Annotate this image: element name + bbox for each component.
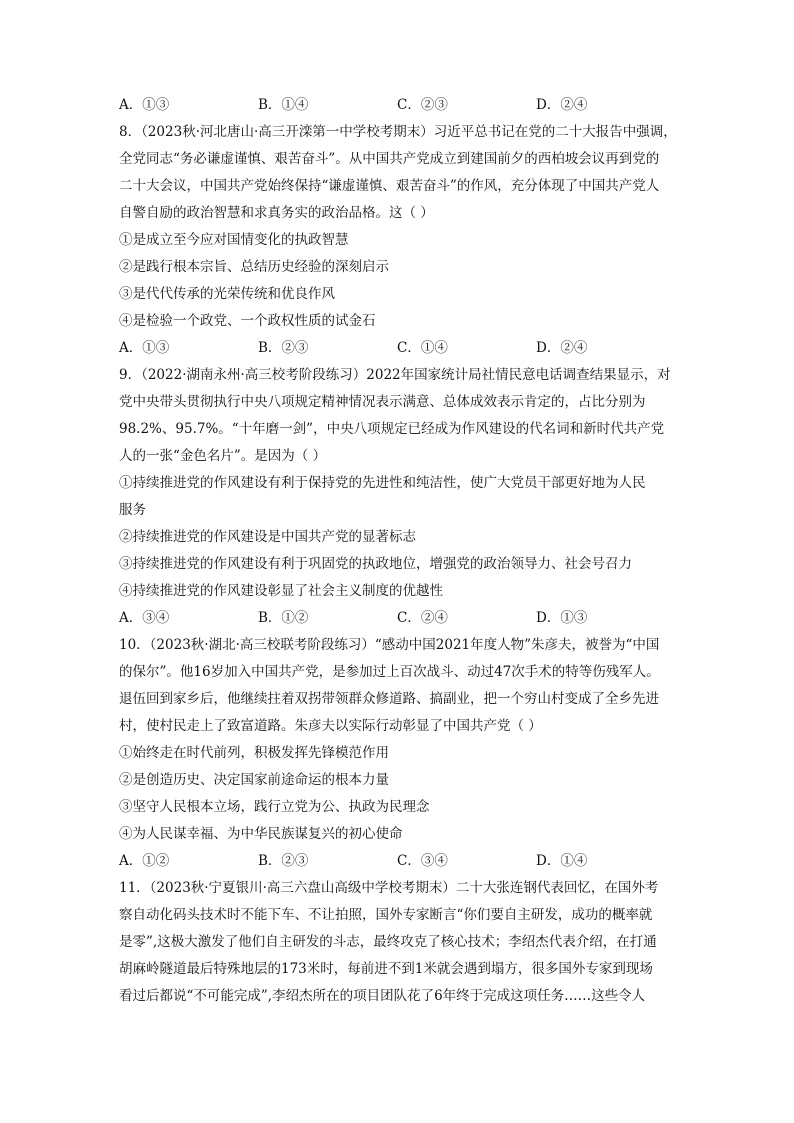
option-d[interactable]: D．①④ (536, 853, 588, 869)
question-stem-line: 11．（2023秋·宁夏银川·高三六盘山高级中学校考期末）二十大张连钢代表回忆，在国外考 (119, 880, 659, 896)
question-stem-line: 自警自励的政治智慧和求真务实的政治品格。这（ ） (119, 205, 434, 221)
q8-options (119, 335, 679, 362)
statement-1: ①是成立至今应对国情变化的执政智慧 (119, 232, 349, 248)
statement-2: ②是践行根本宗旨、总结历史经验的深刻启示 (119, 259, 389, 275)
statement-4: ④为人民谋幸福、为中华民族谋复兴的初心使命 (119, 826, 403, 842)
q9-options (119, 605, 679, 632)
option-c[interactable]: C．②④ (397, 610, 448, 626)
option-a[interactable]: A．③④ (119, 610, 170, 626)
option-b[interactable]: B．①④ (258, 97, 309, 113)
question-stem-line: 党中央带头贯彻执行中央八项规定精神情况表示满意、总体成效表示肯定的，占比分别为 (119, 394, 646, 410)
question-stem-line: 胡麻岭隧道最后特殊地层的173米时，每前进不到1米就会遇到塌方，很多国外专家到现场 (119, 961, 653, 977)
question-stem-line: 是零”,这极大激发了他们自主研发的斗志，最终攻克了核心技术；李绍杰代表介绍，在打通 (119, 934, 657, 950)
q10-options (119, 848, 679, 875)
question-stem-line: 退伍回到家乡后，他继续拄着双拐带领群众修道路、搞副业，把一个穷山村变成了全乡先进 (119, 691, 659, 707)
page-content (119, 92, 679, 1010)
question-stem-line: 98.2%、95.7%。“十年磨一剑”，中央八项规定已经成为作风建设的代名词和新时代共产党 (119, 421, 665, 437)
question-10 (119, 632, 679, 875)
question-stem-line: 9．（2022·湖南永州·高三校考阶段练习）2022年国家统计局社情民意电话调查结果显示，对 (119, 367, 671, 383)
question-stem-line: 二十大会议，中国共产党始终保持“谦虚谨慎、艰苦奋斗”的作风，充分体现了中国共产党人 (119, 178, 660, 194)
question-stem-line: 看过后都说“不可能完成”,李绍杰所在的项目团队花了6年终于完成这项任务……这些令人 (119, 988, 646, 1004)
statement-3: ③持续推进党的作风建设有利于巩固党的执政地位，增强党的政治领导力、社会号召力 (119, 556, 632, 572)
statement-3: ③坚守人民根本立场，践行立党为公、执政为民理念 (119, 799, 430, 815)
option-b[interactable]: B．②③ (258, 340, 309, 356)
statement-2: ②是创造历史、决定国家前途命运的根本力量 (119, 772, 389, 788)
option-b[interactable]: B．②③ (258, 853, 309, 869)
option-b[interactable]: B．①② (258, 610, 309, 626)
option-d[interactable]: D．①③ (536, 610, 588, 626)
statement-3: ③是代代传承的光荣传统和优良作风 (119, 286, 335, 302)
question-9 (119, 362, 679, 632)
option-c[interactable]: C．①④ (397, 340, 448, 356)
question-stem-line: 人的一张“金色名片”。是因为（ ） (119, 448, 327, 464)
question-stem-line: 村，使村民走上了致富道路。朱彦夫以实际行动彰显了中国共产党（ ） (119, 718, 542, 734)
q7-options (119, 92, 679, 119)
question-stem-line: 8．（2023秋·河北唐山·高三开滦第一中学校考期末）习近平总书记在党的二十大报告中强调， (119, 124, 677, 140)
option-d[interactable]: D．②④ (536, 97, 588, 113)
statement-2: ②持续推进党的作风建设是中国共产党的显著标志 (119, 529, 416, 545)
question-stem-line: 的保尔”。他16岁加入中国共产党，是参加过上百次战斗、动过47次手术的特等伤残军人。 (119, 664, 660, 680)
question-8 (119, 119, 679, 362)
question-11 (119, 875, 679, 1010)
statement-4: ④持续推进党的作风建设彰显了社会主义制度的优越性 (119, 583, 443, 599)
option-a[interactable]: A．①③ (119, 340, 170, 356)
question-stem-line: 全党同志“务必谦虚谨慎、艰苦奋斗”。从中国共产党成立到建国前夕的西柏坡会议再到党的 (119, 151, 660, 167)
option-a[interactable]: A．①② (119, 853, 170, 869)
statement-1: ①始终走在时代前列，积极发挥先锋模范作用 (119, 745, 389, 761)
question-stem-line: 10．（2023秋·湖北·高三校联考阶段练习）“感动中国2021年度人物”朱彦夫，被誉为“中国 (119, 637, 660, 653)
question-stem-line: 察自动化码头技术时不能下车、不让拍照，国外专家断言“你们要自主研发，成功的概率就 (119, 907, 653, 923)
statement-1: ①持续推进党的作风建设有利于保持党的先进性和纯洁性，使广大党员干部更好地为人民 (119, 475, 646, 491)
statement-4: ④是检验一个政党、一个政权性质的试金石 (119, 313, 376, 329)
option-c[interactable]: C．③④ (397, 853, 448, 869)
statement-1-continued: 服务 (119, 502, 146, 518)
option-a[interactable]: A．①③ (119, 97, 170, 113)
option-c[interactable]: C．②③ (397, 97, 448, 113)
option-d[interactable]: D．②④ (536, 340, 588, 356)
